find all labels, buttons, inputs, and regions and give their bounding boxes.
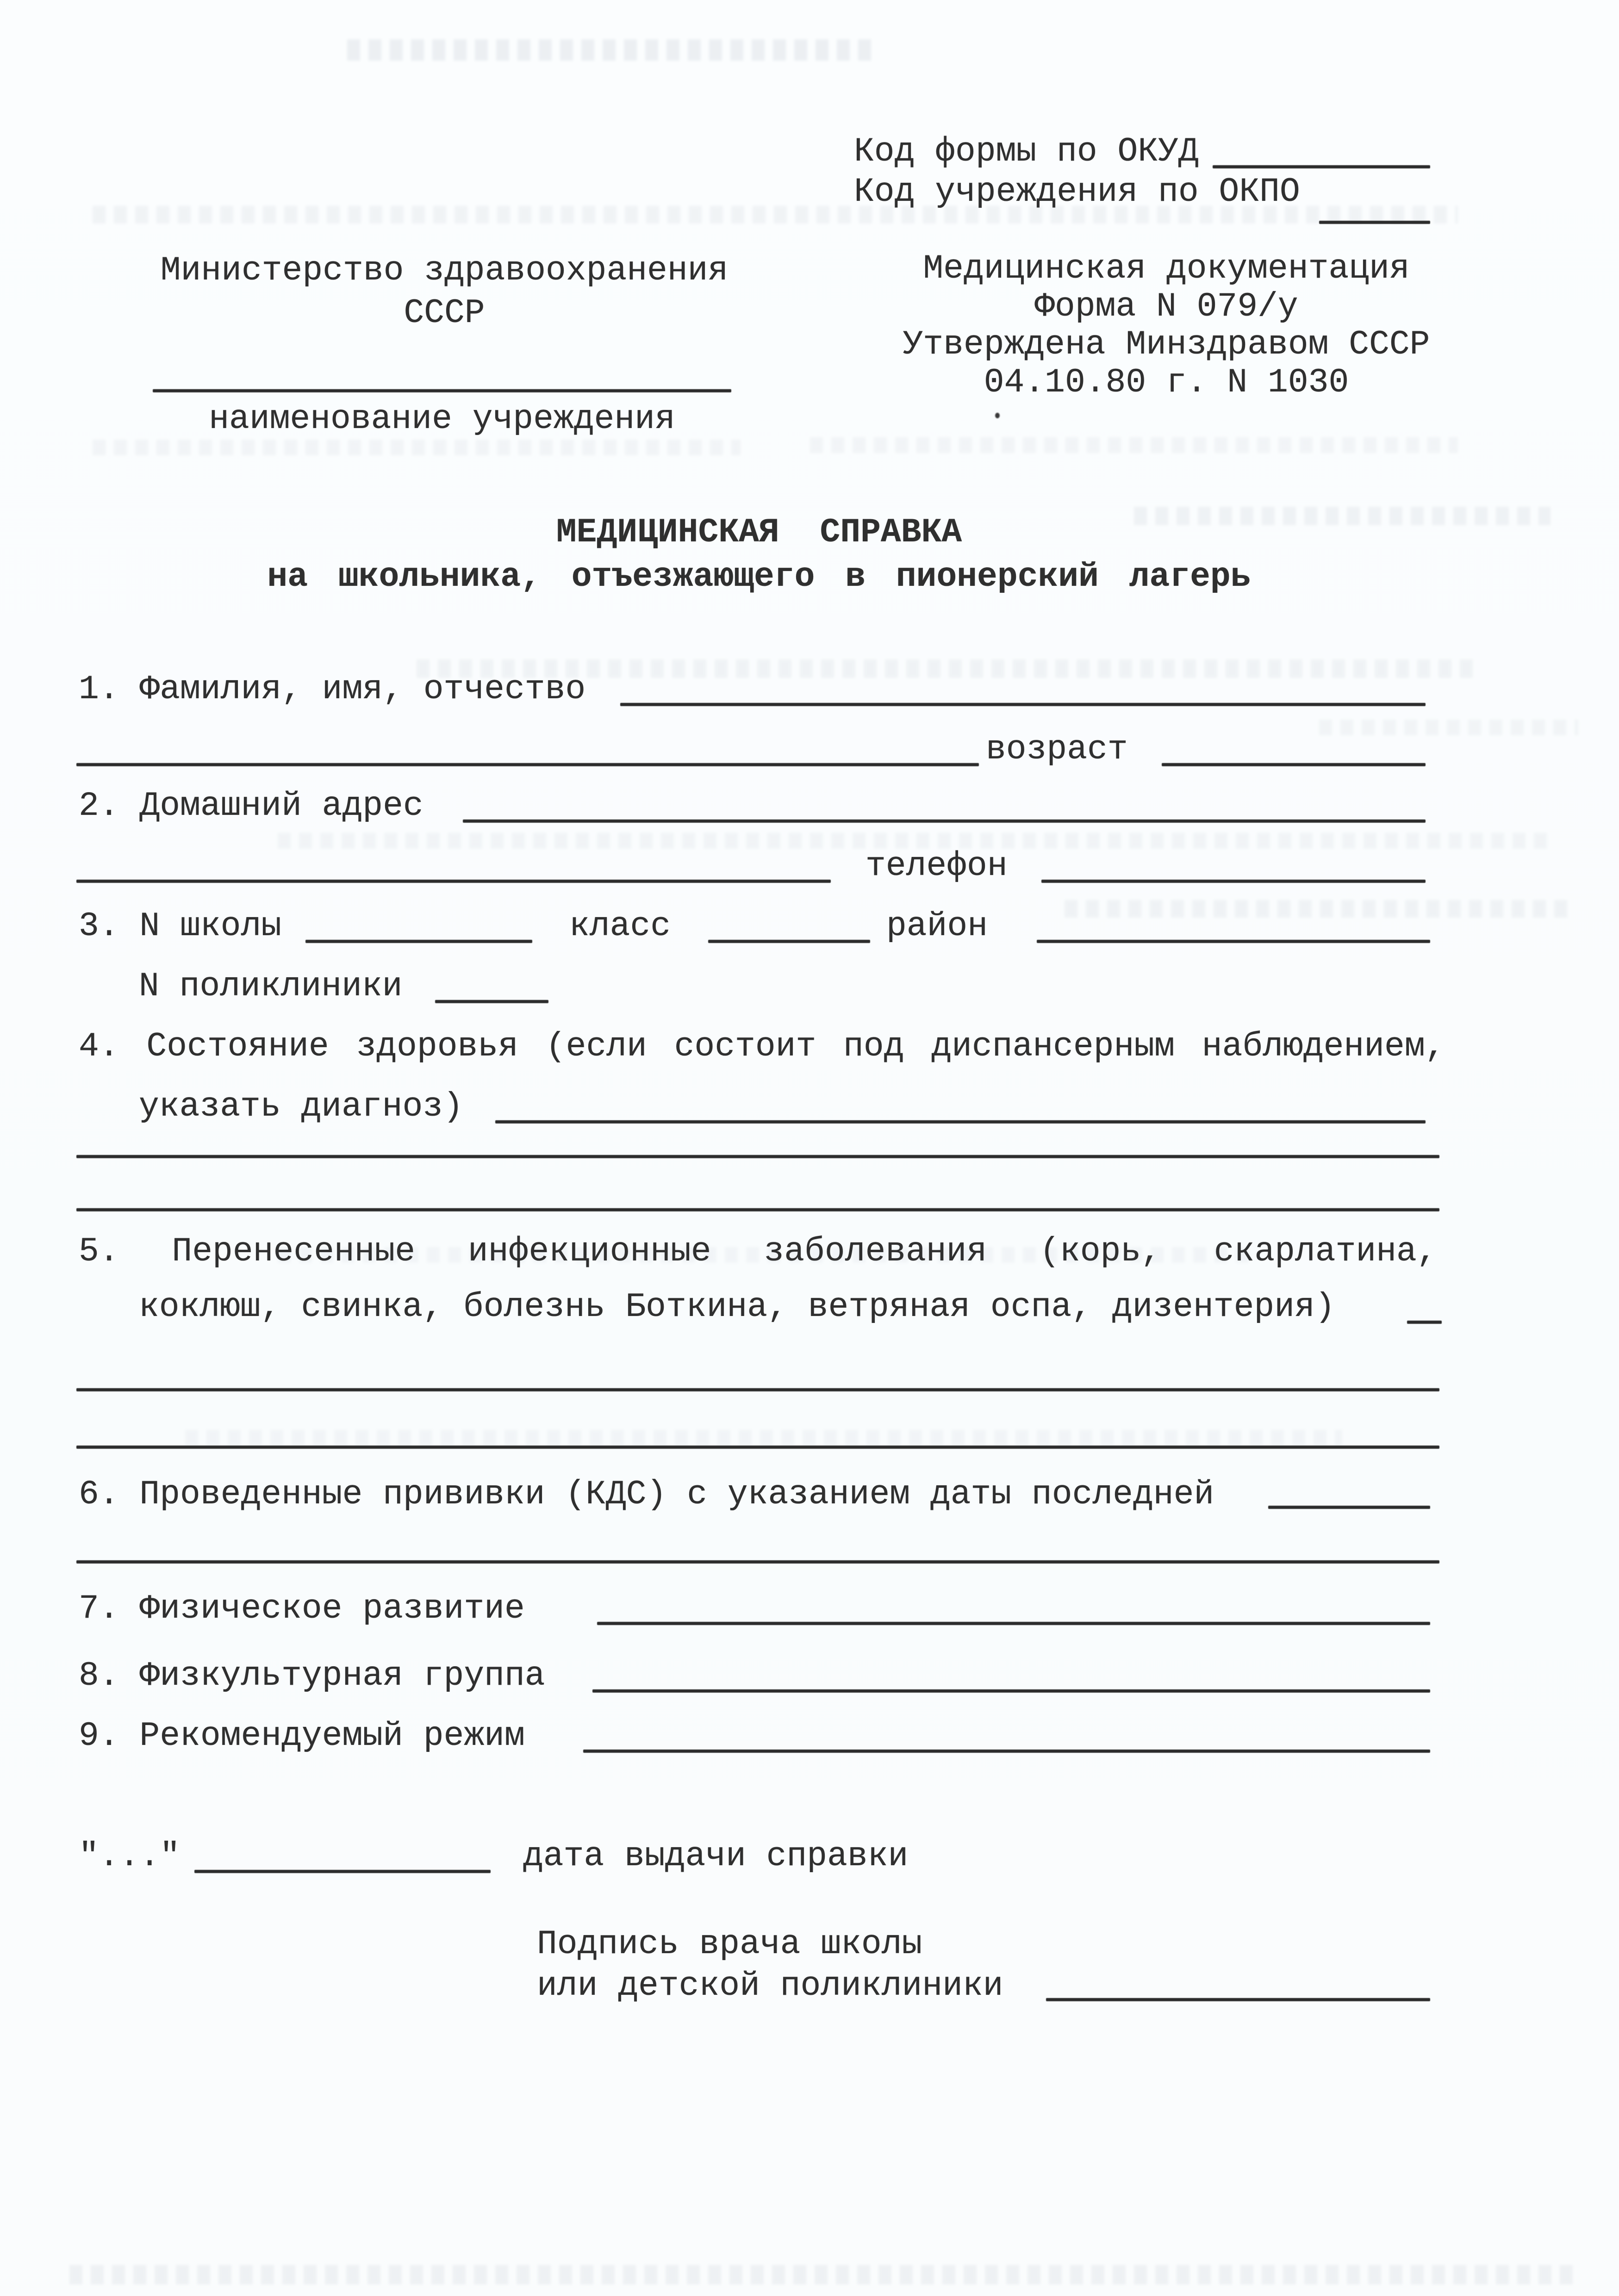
okud-fill-line xyxy=(1213,165,1430,168)
diseases-fill-line-3 xyxy=(76,1446,1439,1449)
ministry-block xyxy=(116,251,773,339)
field-label-home-address: 2. Домашний адрес xyxy=(79,787,423,825)
vaccinations-label: 6. Проведенные прививки (КДС) с указанием даты последней xyxy=(79,1475,1214,1514)
bleedthrough-artifact xyxy=(347,39,879,61)
form-title: МЕДИЦИНСКАЯ СПРАВКА xyxy=(556,513,962,552)
district-fill-line xyxy=(1037,940,1430,943)
signature-caption-line1: Подпись врача школы xyxy=(537,1925,922,1963)
school-number-fill-line xyxy=(305,940,532,943)
bleedthrough-artifact xyxy=(93,440,741,455)
okpo-fill-line xyxy=(1319,221,1430,224)
district-label: район xyxy=(886,907,988,945)
school-number-label: 3. N школы xyxy=(79,907,282,945)
bleedthrough-artifact xyxy=(1065,900,1574,918)
diagnosis-fill-line-3 xyxy=(76,1208,1439,1211)
scan-speck xyxy=(995,413,1000,418)
diagnosis-fill-line-2 xyxy=(76,1155,1439,1158)
form-title-block xyxy=(76,513,1442,552)
approval-authority: Утверждена Минздравом СССР xyxy=(903,325,1430,364)
regimen-fill-line xyxy=(583,1750,1430,1753)
approval-date-number: 04.10.80 г. N 1030 xyxy=(984,363,1349,402)
ministry-name: Министерство здравоохранения xyxy=(160,251,729,290)
class-label: класс xyxy=(569,907,671,945)
health-status-label-line1: 4. Состояние здоровья (если состоит под диспансерным наблюдением, xyxy=(79,1027,1445,1066)
institution-name-line xyxy=(153,389,731,392)
form-subtitle: на школьника, отъезжающего в пионерский лагерь xyxy=(267,558,1251,596)
regimen-label: 9. Рекомендуемый режим xyxy=(79,1717,525,1755)
field-label-full-name: 1. Фамилия, имя, отчество xyxy=(79,670,586,708)
ministry-country: СССР xyxy=(404,294,485,332)
bleedthrough-artifact xyxy=(810,437,1458,453)
diseases-label-line2: коклюш, свинка, болезнь Боткина, ветряная оспа, дизентерия) xyxy=(139,1288,1335,1326)
okpo-code-label: Код учреждения по ОКПО xyxy=(854,173,1300,211)
full-name-fill-line xyxy=(620,703,1426,706)
bleedthrough-artifact xyxy=(1319,720,1578,735)
clinic-number-fill-line xyxy=(435,1000,548,1003)
pe-group-label: 8. Физкультурная группа xyxy=(79,1657,545,1695)
issue-date-caption: дата выдачи справки xyxy=(523,1837,909,1875)
vaccinations-fill-line xyxy=(1268,1506,1430,1509)
doc-type-label: Медицинская документация xyxy=(923,249,1410,288)
form-number: Форма N 079/у xyxy=(1034,287,1298,326)
okud-code-label: Код формы по ОКУД xyxy=(854,132,1199,171)
diagnosis-fill-line xyxy=(495,1120,1426,1123)
age-fill-line xyxy=(1162,763,1426,766)
institution-caption-block xyxy=(153,402,731,436)
form-subtitle-block xyxy=(76,560,1442,594)
bleedthrough-artifact xyxy=(69,2265,1574,2284)
issue-date-fill-line xyxy=(194,1870,491,1873)
full-name-fill-line-2 xyxy=(76,763,979,766)
health-status-label-line2: указать диагноз) xyxy=(139,1087,463,1126)
physical-development-fill-line xyxy=(597,1622,1430,1625)
doc-approval-block xyxy=(889,249,1444,403)
institution-caption: наименование учреждения xyxy=(209,400,675,438)
bleedthrough-artifact xyxy=(185,1430,1342,1446)
class-fill-line xyxy=(708,940,870,943)
vaccinations-fill-line-2 xyxy=(76,1560,1439,1564)
diseases-label-line1: 5. Перенесенные инфекционные заболевания (корь, скарлатина, xyxy=(79,1232,1437,1271)
clinic-number-label: N поликлиники xyxy=(139,967,403,1005)
signature-caption-line2: или детской поликлиники xyxy=(537,1967,1003,2005)
diseases-fill-line-2 xyxy=(76,1388,1439,1391)
address-fill-line-2 xyxy=(76,880,831,883)
physical-development-label: 7. Физическое развитие xyxy=(79,1589,525,1628)
diseases-fill-line xyxy=(1407,1321,1442,1324)
signature-fill-line xyxy=(1046,1998,1430,2001)
phone-fill-line xyxy=(1041,880,1426,883)
bleedthrough-artifact xyxy=(278,833,1551,849)
phone-label: телефон xyxy=(866,847,1008,885)
age-label: возраст xyxy=(986,730,1128,769)
date-quote-mark: "..." xyxy=(79,1837,181,1875)
address-fill-line xyxy=(463,819,1426,823)
pe-group-fill-line xyxy=(592,1689,1430,1693)
